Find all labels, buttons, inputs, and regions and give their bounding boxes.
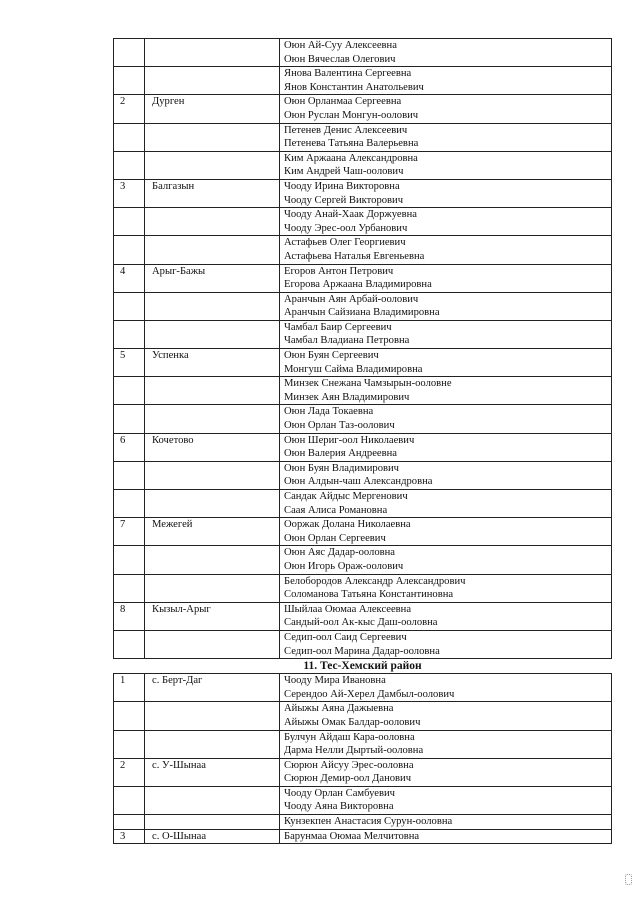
person-name: Оюн Буян Владимирович xyxy=(284,462,400,474)
row-number xyxy=(114,786,145,814)
table-row xyxy=(114,786,612,814)
table-row xyxy=(114,67,612,95)
person-name: Ким Аржаана Александровна xyxy=(284,152,418,164)
person-name: Минзек Снежана Чамзырын-ооловне xyxy=(284,378,452,390)
row-number xyxy=(114,405,145,433)
row-number xyxy=(114,39,145,67)
person-name: Петенев Денис Алексеевич xyxy=(284,124,408,136)
table-row xyxy=(114,702,612,730)
table-row xyxy=(114,730,612,758)
person-name: Соломанова Татьяна Константиновна xyxy=(284,589,454,601)
table-row xyxy=(114,208,612,236)
settlement-name: с. У-Шынаа xyxy=(145,758,280,786)
person-name: Егоров Антон Петрович xyxy=(284,265,394,277)
table-row xyxy=(114,349,612,377)
people-cell xyxy=(280,829,612,844)
settlement-name xyxy=(145,490,280,518)
person-name: Белобородов Александр Александрович xyxy=(284,575,466,587)
settlement-name xyxy=(145,815,280,830)
people-cell xyxy=(280,758,612,786)
table-row xyxy=(114,179,612,207)
row-number xyxy=(114,630,145,658)
person-name: Оюн Валерия Андреевна xyxy=(284,448,398,460)
settlement-name xyxy=(145,39,280,67)
row-number xyxy=(114,815,145,830)
people-cell xyxy=(280,208,612,236)
people-cell xyxy=(280,490,612,518)
person-name: Айыжы Омак Балдар-оолович xyxy=(284,716,421,728)
person-name: Булчун Айдаш Кара-ооловна xyxy=(284,731,415,743)
row-number: 8 xyxy=(114,602,145,630)
people-cell xyxy=(280,518,612,546)
person-name: Оюн Алдын-чаш Александровна xyxy=(284,476,433,488)
settlement-name xyxy=(145,377,280,405)
people-cell xyxy=(280,349,612,377)
person-name: Оюн Игорь Ораж-оолович xyxy=(284,560,404,572)
people-cell xyxy=(280,630,612,658)
people-cell xyxy=(280,433,612,461)
person-name: Сюрюн Айсуу Эрес-ооловна xyxy=(284,759,414,771)
person-name: Ооржак Долана Николаевна xyxy=(284,519,411,531)
people-cell xyxy=(280,39,612,67)
settlement-name: с. Берт-Даг xyxy=(145,674,280,702)
table-row xyxy=(114,405,612,433)
person-name: Егорова Аржаана Владимировна xyxy=(284,279,432,291)
row-number xyxy=(114,730,145,758)
person-name: Астафьева Наталья Евгеньевна xyxy=(284,250,425,262)
person-name: Ким Андрей Чаш-оолович xyxy=(284,166,404,178)
person-name: Барунмаа Оюмаа Мелчитовна xyxy=(284,830,420,842)
person-name: Сюрюн Демир-оол Данович xyxy=(284,773,412,785)
person-name: Астафьев Олег Георгиевич xyxy=(284,237,406,249)
people-cell xyxy=(280,236,612,264)
table-row xyxy=(114,377,612,405)
section-heading-row xyxy=(114,659,612,674)
person-name: Оюн Буян Сергеевич xyxy=(284,350,379,362)
row-number: 4 xyxy=(114,264,145,292)
people-cell xyxy=(280,377,612,405)
person-name: Сандый-оол Ак-кыс Даш-ооловна xyxy=(284,617,438,629)
table-row xyxy=(114,95,612,123)
people-cell xyxy=(280,179,612,207)
table-row xyxy=(114,630,612,658)
table-row xyxy=(114,264,612,292)
person-name: Серендоо Ай-Херел Дамбыл-оолович xyxy=(284,688,455,700)
people-cell xyxy=(280,151,612,179)
table-row xyxy=(114,433,612,461)
people-cell xyxy=(280,320,612,348)
document-page xyxy=(113,38,612,844)
settlement-name xyxy=(145,786,280,814)
table-row xyxy=(114,123,612,151)
settlement-name xyxy=(145,730,280,758)
person-name: Янов Константин Анатольевич xyxy=(284,81,424,93)
table-row xyxy=(114,320,612,348)
row-number xyxy=(114,320,145,348)
section-heading: 11. Тес-Хемский район xyxy=(114,659,612,674)
person-name: Чооду Аяна Викторовна xyxy=(284,801,394,813)
settlement-name: Межегей xyxy=(145,518,280,546)
people-cell xyxy=(280,602,612,630)
row-number: 3 xyxy=(114,829,145,844)
scan-mark-icon xyxy=(625,874,632,885)
person-name: Петенева Татьяна Валерьевна xyxy=(284,138,419,150)
settlement-name: Успенка xyxy=(145,349,280,377)
people-cell xyxy=(280,674,612,702)
pairs-table xyxy=(113,38,612,844)
person-name: Минзек Аян Владимирович xyxy=(284,391,410,403)
person-name: Седип-оол Саид Сергеевич xyxy=(284,631,407,643)
row-number xyxy=(114,377,145,405)
row-number xyxy=(114,208,145,236)
table-row xyxy=(114,461,612,489)
person-name: Чамбал Владиана Петровна xyxy=(284,335,410,347)
person-name: Оюн Аяс Дадар-ооловна xyxy=(284,547,396,559)
person-name: Аранчын Аян Арбай-оолович xyxy=(284,293,419,305)
table-row xyxy=(114,758,612,786)
people-cell xyxy=(280,405,612,433)
row-number xyxy=(114,574,145,602)
person-name: Монгуш Сайма Владимировна xyxy=(284,363,423,375)
settlement-name xyxy=(145,546,280,574)
table-row xyxy=(114,829,612,844)
settlement-name: Арыг-Бажы xyxy=(145,264,280,292)
person-name: Оюн Лада Токаевна xyxy=(284,406,374,418)
settlement-name xyxy=(145,630,280,658)
table-row xyxy=(114,292,612,320)
person-name: Оюн Шериг-оол Николаевич xyxy=(284,434,415,446)
person-name: Чооду Ирина Викторовна xyxy=(284,180,400,192)
person-name: Дарма Нелли Дыртый-ооловна xyxy=(284,745,424,757)
people-cell xyxy=(280,702,612,730)
person-name: Оюн Орланмаа Сергеевна xyxy=(284,96,402,108)
table-row xyxy=(114,39,612,67)
person-name: Кунзекпен Анастасия Сурун-ооловна xyxy=(284,816,453,828)
settlement-name xyxy=(145,67,280,95)
row-number: 3 xyxy=(114,179,145,207)
table-row xyxy=(114,490,612,518)
settlement-name xyxy=(145,405,280,433)
table-row xyxy=(114,674,612,702)
table-row xyxy=(114,236,612,264)
person-name: Саая Алиса Романовна xyxy=(284,504,388,516)
settlement-name xyxy=(145,292,280,320)
table-row xyxy=(114,546,612,574)
settlement-name: Балгазын xyxy=(145,179,280,207)
settlement-name: с. О-Шынаа xyxy=(145,829,280,844)
row-number xyxy=(114,67,145,95)
person-name: Оюн Орлан Таз-оолович xyxy=(284,420,395,432)
row-number: 2 xyxy=(114,758,145,786)
person-name: Чооду Анай-Хаак Доржуевна xyxy=(284,209,417,221)
person-name: Аранчын Сайзиана Владимировна xyxy=(284,307,440,319)
row-number xyxy=(114,292,145,320)
person-name: Седип-оол Марина Дадар-ооловна xyxy=(284,645,440,657)
person-name: Шыйлаа Оюмаа Алексеевна xyxy=(284,603,412,615)
row-number xyxy=(114,702,145,730)
settlement-name xyxy=(145,702,280,730)
table-row xyxy=(114,574,612,602)
person-name: Сандак Айдыс Мергенович xyxy=(284,491,408,502)
settlement-name xyxy=(145,574,280,602)
people-cell xyxy=(280,292,612,320)
row-number xyxy=(114,123,145,151)
settlement-name xyxy=(145,461,280,489)
person-name: Оюн Орлан Сергеевич xyxy=(284,532,386,544)
table-row xyxy=(114,151,612,179)
person-name: Оюн Вячеслав Олегович xyxy=(284,53,396,65)
people-cell xyxy=(280,264,612,292)
person-name: Айыжы Аяна Дажыевна xyxy=(284,703,394,715)
settlement-name xyxy=(145,208,280,236)
people-cell xyxy=(280,67,612,95)
settlement-name xyxy=(145,236,280,264)
people-cell xyxy=(280,815,612,830)
settlement-name xyxy=(145,123,280,151)
table-row xyxy=(114,602,612,630)
people-cell xyxy=(280,786,612,814)
settlement-name: Дурген xyxy=(145,95,280,123)
row-number xyxy=(114,490,145,518)
person-name: Чооду Сергей Викторович xyxy=(284,194,404,206)
row-number: 2 xyxy=(114,95,145,123)
settlement-name xyxy=(145,151,280,179)
settlement-name: Кочетово xyxy=(145,433,280,461)
people-cell xyxy=(280,123,612,151)
settlement-name xyxy=(145,320,280,348)
settlement-name: Кызыл-Арыг xyxy=(145,602,280,630)
person-name: Оюн Ай-Суу Алексеевна xyxy=(284,40,397,51)
people-cell xyxy=(280,461,612,489)
row-number: 7 xyxy=(114,518,145,546)
row-number xyxy=(114,151,145,179)
person-name: Чамбал Баир Сергеевич xyxy=(284,321,392,333)
row-number: 5 xyxy=(114,349,145,377)
row-number xyxy=(114,461,145,489)
table-row xyxy=(114,518,612,546)
person-name: Чооду Эрес-оол Урбанович xyxy=(284,222,408,234)
person-name: Оюн Руслан Монгун-оолович xyxy=(284,109,419,121)
people-cell xyxy=(280,574,612,602)
people-cell xyxy=(280,95,612,123)
row-number: 1 xyxy=(114,674,145,702)
people-cell xyxy=(280,546,612,574)
person-name: Чооду Орлан Самбуевич xyxy=(284,787,395,799)
people-cell xyxy=(280,730,612,758)
row-number xyxy=(114,236,145,264)
row-number: 6 xyxy=(114,433,145,461)
table-row xyxy=(114,815,612,830)
row-number xyxy=(114,546,145,574)
person-name: Чооду Мира Ивановна xyxy=(284,675,386,687)
table-body xyxy=(114,39,612,844)
person-name: Янова Валентина Сергеевна xyxy=(284,68,412,80)
